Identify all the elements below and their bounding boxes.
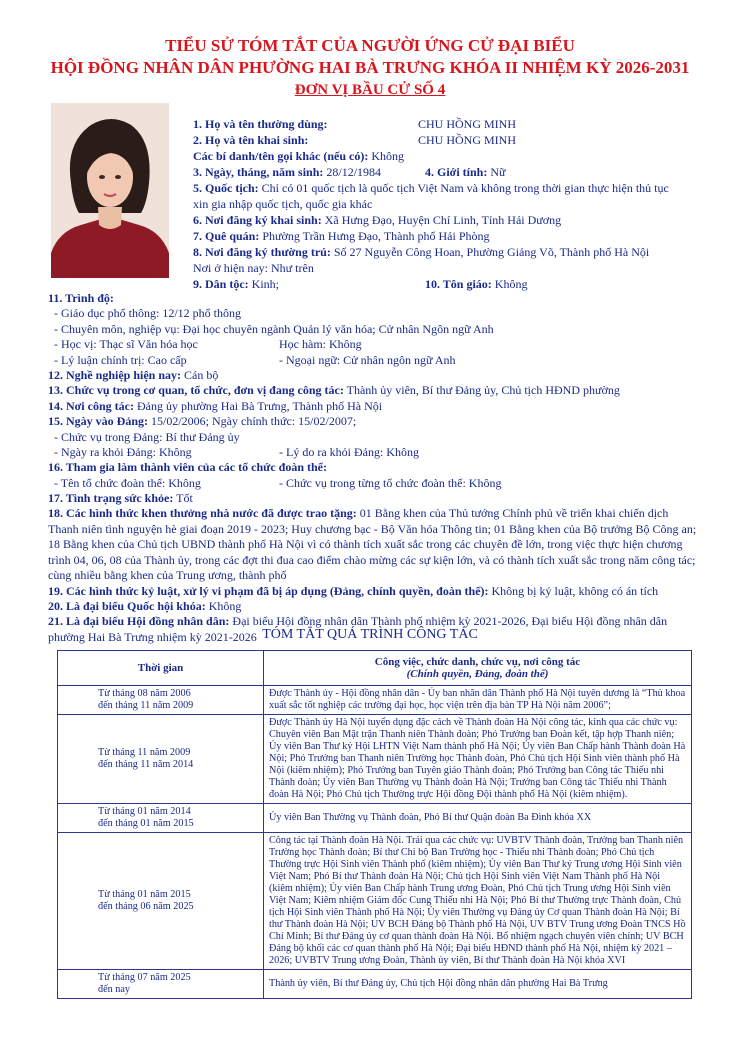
religion-value: Không: [491, 277, 528, 291]
current-residence-value: Như trên: [271, 261, 314, 275]
awards-label: 18. Các hình thức khen thưởng nhà nước đã được trao tặng:: [48, 506, 357, 521]
row-description: Được Thành ủy Hà Nội tuyển dụng đặc cách về Thành đoàn Hà Nội công tác, kinh qua các chức vụ: Chuyên viên Ban Mặt trận Thanh niên Thành đoàn; Phó Trưởng ban Đoàn kết, tập hợp Thanh niên; Ủy viên Ban Thư ký Hội LHTN Việt Nam thành phố Hà Nội; Ủy viên Ban Chấp hành Thành đoàn Hà Nội; Phó Trưởng ban Thanh niên Trường học Thành đoàn, Phó Chủ tịch Hội Sinh viên thành phố Hà Nội (kiêm nhiệm); Phó Trưởng ban Tuyên giáo Thành đoàn; Phó Trưởng ban Công tác Thiếu nhi Thành đoàn; Ủy viên Ban Thường vụ Thành đoàn Hà Nội; Trưởng ban Công tác Thiếu nhi Thành đoàn Hà Nội; Phó Chủ tịch Thường trực Hội đồng Đội thành phố Hà Nội (kiêm nhiệm).: [264, 715, 692, 804]
row-time: [58, 804, 264, 833]
workplace-value: Đảng ủy phường Hai Bà Trưng, Thành phố Hà Nội: [133, 398, 383, 413]
work-history-title: TÓM TẮT QUÁ TRÌNH CÔNG TÁC: [262, 627, 478, 642]
alias-label: Các bí danh/tên gọi khác (nếu có):: [193, 149, 369, 163]
field-awards: [48, 506, 698, 583]
health-label: 17. Tình trạng sức khỏe:: [48, 491, 174, 506]
party-position: - Chức vụ trong Đảng: Bí thư Đảng ủy: [54, 429, 240, 444]
organizations-row: [48, 476, 698, 491]
field-gender: [425, 164, 506, 180]
party-exit-date: - Ngày ra khỏi Đảng: Không: [54, 444, 192, 459]
ethnicity-label: 9. Dân tộc:: [193, 277, 249, 291]
field-occupation: [48, 368, 698, 383]
row-time-from: Từ tháng 11 năm 2009: [98, 747, 191, 758]
row-time: [58, 686, 264, 715]
field-permanent-residence: [193, 244, 649, 260]
permanent-residence-label: 8. Nơi đăng ký thường trú:: [193, 245, 331, 259]
header-duties: [264, 651, 692, 686]
party-exit-row: [48, 445, 698, 460]
hometown-value: Phường Trần Hưng Đạo, Thành phố Hải Phòng: [259, 229, 490, 243]
occupation-value: Cán bộ: [181, 367, 219, 382]
field-hometown: [193, 228, 490, 244]
permanent-residence-value: Số 27 Nguyễn Công Hoan, Phường Giảng Võ, Thành phố Hà Nội: [330, 245, 650, 259]
common-name-value: CHU HỒNG MINH: [418, 117, 516, 131]
field-birth-name: [193, 132, 308, 148]
table-row: [58, 804, 692, 833]
candidate-portrait: [51, 103, 169, 278]
portrait-illustration: [51, 103, 169, 278]
education-degree-row: [48, 337, 698, 352]
common-name-label: 1. Họ và tên thường dùng:: [193, 117, 328, 131]
row-time-from: Từ tháng 01 năm 2015: [98, 889, 191, 900]
political-theory: - Lý luận chính trị: Cao cấp: [54, 352, 187, 367]
education-politics-row: [48, 353, 698, 368]
birthdate-label: 3. Ngày, tháng, năm sinh:: [193, 165, 324, 179]
education-label: 11. Trình độ:: [48, 291, 114, 305]
party-join-label: 15. Ngày vào Đảng:: [48, 414, 149, 429]
party-exit-reason: - Lý do ra khỏi Đảng: Không: [279, 444, 419, 459]
position-label: 13. Chức vụ trong cơ quan, tổ chức, đơn vị đang công tác:: [48, 383, 344, 398]
table-row: [58, 970, 692, 999]
row-description: Được Thành ủy - Hội đồng nhân dân - Ủy ban nhân dân Thành phố Hà Nội tuyên dương là “Thủ khoa xuất sắc tốt nghiệp các trường đại học, học viện trên địa bàn TP Hà Nội năm 2006”;: [264, 686, 692, 715]
header-duties-subtitle: (Chính quyền, Đảng, đoàn thể): [406, 668, 549, 680]
academic-title: Học hàm: Không: [279, 337, 362, 352]
title-line-1: TIỂU SỬ TÓM TẮT CỦA NGƯỜI ỨNG CỬ ĐẠI BIỂU: [165, 36, 575, 55]
row-time-from: Từ tháng 07 năm 2025: [98, 972, 191, 983]
table-row: [58, 686, 692, 715]
header-time: Thời gian: [58, 651, 264, 686]
row-description: Ủy viên Ban Thường vụ Thành đoàn, Phó Bí thư Quận đoàn Ba Đình khóa XX: [264, 804, 692, 833]
discipline-label: 19. Các hình thức kỷ luật, xử lý vi phạm đã bị áp dụng (Đảng, chính quyền, đoàn thể):: [48, 583, 489, 598]
nationality-value-cont: xin gia nhập quốc tịch, quốc gia khác: [193, 197, 373, 211]
workplace-label: 14. Nơi công tác:: [48, 398, 134, 413]
field-birthdate: [193, 164, 381, 180]
alias-value: Không: [368, 149, 405, 163]
party-join-value: 15/02/2006; Ngày chính thức: 15/02/2007;: [148, 414, 357, 429]
field-ethnicity: [193, 276, 279, 292]
peoples-council-value: Đại biểu Hội đồng nhân dân Thành phố nhiệm kỳ 2021-2026, Đại biểu Hội đồng nhân dân phường Hai Bà Trưng nhiệm kỳ 2021-2026: [48, 614, 668, 644]
details-section: [48, 291, 698, 645]
hometown-label: 7. Quê quán:: [193, 229, 260, 243]
health-value: Tốt: [173, 491, 193, 506]
birth-name-value: CHU HỒNG MINH: [418, 133, 516, 147]
field-organizations: [48, 460, 698, 475]
title-electoral-unit: ĐƠN VỊ BẦU CỬ SỐ 4: [294, 82, 446, 98]
title-line-2: HỘI ĐỒNG NHÂN DÂN PHƯỜNG HAI BÀ TRƯNG KHÓA II NHIỆM KỲ 2026-2031: [50, 58, 690, 77]
row-time: [58, 833, 264, 970]
education-specialty: - Chuyên môn, nghiệp vụ: Đại học chuyên ngành Quản lý văn hóa; Cử nhân Ngôn ngữ Anh: [54, 321, 494, 336]
organization-position: - Chức vụ trong từng tổ chức đoàn thể: Không: [279, 475, 502, 490]
current-residence-label: Nơi ở hiện nay:: [193, 261, 272, 275]
row-description: Công tác tại Thành đoàn Hà Nội. Trải qua các chức vụ: UVBTV Thành đoàn, Trưởng ban Thanh niên Trường học Thành đoàn; Bí thư Chi bộ Ban Trường học - Thiếu nhi Thành đoàn; Phó Chủ tịch Thường trực Hội Sinh viên Thành phố (kiêm nhiệm); Ủy viên Ban Thư ký Trung ương Hội Sinh viên Việt Nam; Phó Bí thư Thành đoàn Hà Nội; Chủ tịch Hội Sinh viên Việt Nam Thành phố Hà Nội (kiêm nhiệm); Ủy viên Ban Chấp hành Trung ương Đoàn, Phó Chủ tịch Trung ương Hội Sinh viên Việt Nam; Kiêm nhiệm Giám đốc Cung Thiếu nhi Hà Nội; Phó Bí thư Thường trực Thành đoàn, Chủ tịch Hội Sinh viên Thành phố Hà Nội; Ủy viên Thường vụ Đảng ủy Cơ quan Thành đoàn Hà Nội; Bí thư Thành đoàn Hà Nội; UV BCH Đảng bộ Thành phố Hà Nội, UV BTV Trung ương Đoàn TNCS Hồ Chí Minh; Bí thư Đảng ủy cơ quan thành đoàn Hà Nội. Bổ nhiệm ngạch chuyên viên chính; UV BCH Đảng bộ khối các cơ quan thành phố Hà Nội; Đại biểu HĐND thành phố Hà Nội, nhiệm kỳ 2021 – 2026; UVBTV Trung ương Đoàn, Thành ủy viên, Bí thư Thành đoàn Hà Nội khóa XVI: [264, 833, 692, 970]
field-national-assembly: [48, 599, 698, 614]
field-birth-registration: [193, 212, 561, 228]
row-time-to: đến nay: [98, 984, 130, 995]
row-time-from: Từ tháng 08 năm 2006: [98, 688, 191, 699]
field-alias: [193, 148, 404, 164]
field-religion: [425, 276, 527, 292]
discipline-value: Không bị kỷ luật, không có án tích: [488, 583, 659, 598]
row-time: [58, 970, 264, 999]
field-health: [48, 491, 698, 506]
row-time-to: đến tháng 11 năm 2009: [98, 700, 194, 711]
religion-label: 10. Tôn giáo:: [425, 277, 492, 291]
national-assembly-label: 20. Là đại biểu Quốc hội khóa:: [48, 598, 206, 613]
field-discipline: [48, 584, 698, 599]
table-row: [58, 715, 692, 804]
nationality-value: Chỉ có 01 quốc tịch là quốc tịch Việt Nam và không trong thời gian thực hiện thủ tục: [258, 181, 669, 195]
row-time-to: đến tháng 06 năm 2025: [98, 901, 194, 912]
row-time-from: Từ tháng 01 năm 2014: [98, 806, 191, 817]
peoples-council-label: 21. Là đại biểu Hội đồng nhân dân:: [48, 614, 230, 629]
table-header-row: [58, 651, 692, 686]
field-current-residence: [193, 260, 314, 276]
header-duties-title: Công việc, chức danh, chức vụ, nơi công tác: [374, 656, 581, 668]
birth-registration-value: Xã Hưng Đạo, Huyện Chí Linh, Tỉnh Hải Dương: [321, 213, 562, 227]
birthdate-value: 28/12/1984: [323, 165, 382, 179]
field-nationality: [193, 180, 669, 196]
row-time-to: đến tháng 11 năm 2014: [98, 759, 194, 770]
row-description: Thành ủy viên, Bí thư Đảng ủy, Chủ tịch Hội đồng nhân dân phường Hai Bà Trưng: [264, 970, 692, 999]
table-row: [58, 833, 692, 970]
awards-value: 01 Bằng khen của Thủ tướng Chính phủ về triển khai chiến dịch Thanh niên tình nguyện hè giai đoạn 2019 - 2023; Huy chương bạc - Bộ Văn hóa Thông tin; 01 Bằng khen của Bộ trưởng Bộ Công an; 18 Bằng khen của Chủ tịch UBND thành phố Hà Nội vì có thành tích xuất sắc trong các chuyên đề lớn, trong việc thực hiện chương trình 04, 06, 08 của Thành ủy, trong các đợt thi đua cao điểm chào mừng các sự kiện lớn, và có thành tích xuất sắc trong năm công tác; cùng nhiều bằng khen của Trung ương, thành phố: [48, 506, 697, 583]
academic-degree: - Học vị: Thạc sĩ Văn hóa học: [54, 337, 198, 352]
organizations-label: 16. Tham gia làm thành viên của các tổ chức đoàn thể:: [48, 460, 327, 475]
field-common-name: [193, 116, 328, 132]
row-time-to: đến tháng 01 năm 2015: [98, 818, 194, 829]
education-general: - Giáo dục phổ thông: 12/12 phổ thông: [54, 306, 241, 321]
foreign-language: - Ngoại ngữ: Cử nhân ngôn ngữ Anh: [279, 352, 456, 367]
work-history-table: [57, 650, 692, 999]
position-value: Thành ủy viên, Bí thư Đảng ủy, Chủ tịch HĐND phường: [343, 383, 620, 398]
occupation-label: 12. Nghề nghiệp hiện nay:: [48, 367, 182, 382]
field-position: [48, 383, 698, 398]
ethnicity-value: Kinh;: [248, 277, 280, 291]
national-assembly-value: Không: [205, 598, 242, 613]
nationality-label: 5. Quốc tịch:: [193, 181, 259, 195]
birth-name-label: 2. Họ và tên khai sinh:: [193, 133, 309, 147]
birth-registration-label: 6. Nơi đăng ký khai sinh:: [193, 213, 322, 227]
field-party-join: [48, 414, 698, 429]
organization-name: - Tên tổ chức đoàn thể: Không: [54, 475, 201, 490]
gender-value: Nữ: [487, 165, 506, 179]
gender-label: 4. Giới tính:: [425, 165, 488, 179]
field-workplace: [48, 399, 698, 414]
row-time: [58, 715, 264, 804]
